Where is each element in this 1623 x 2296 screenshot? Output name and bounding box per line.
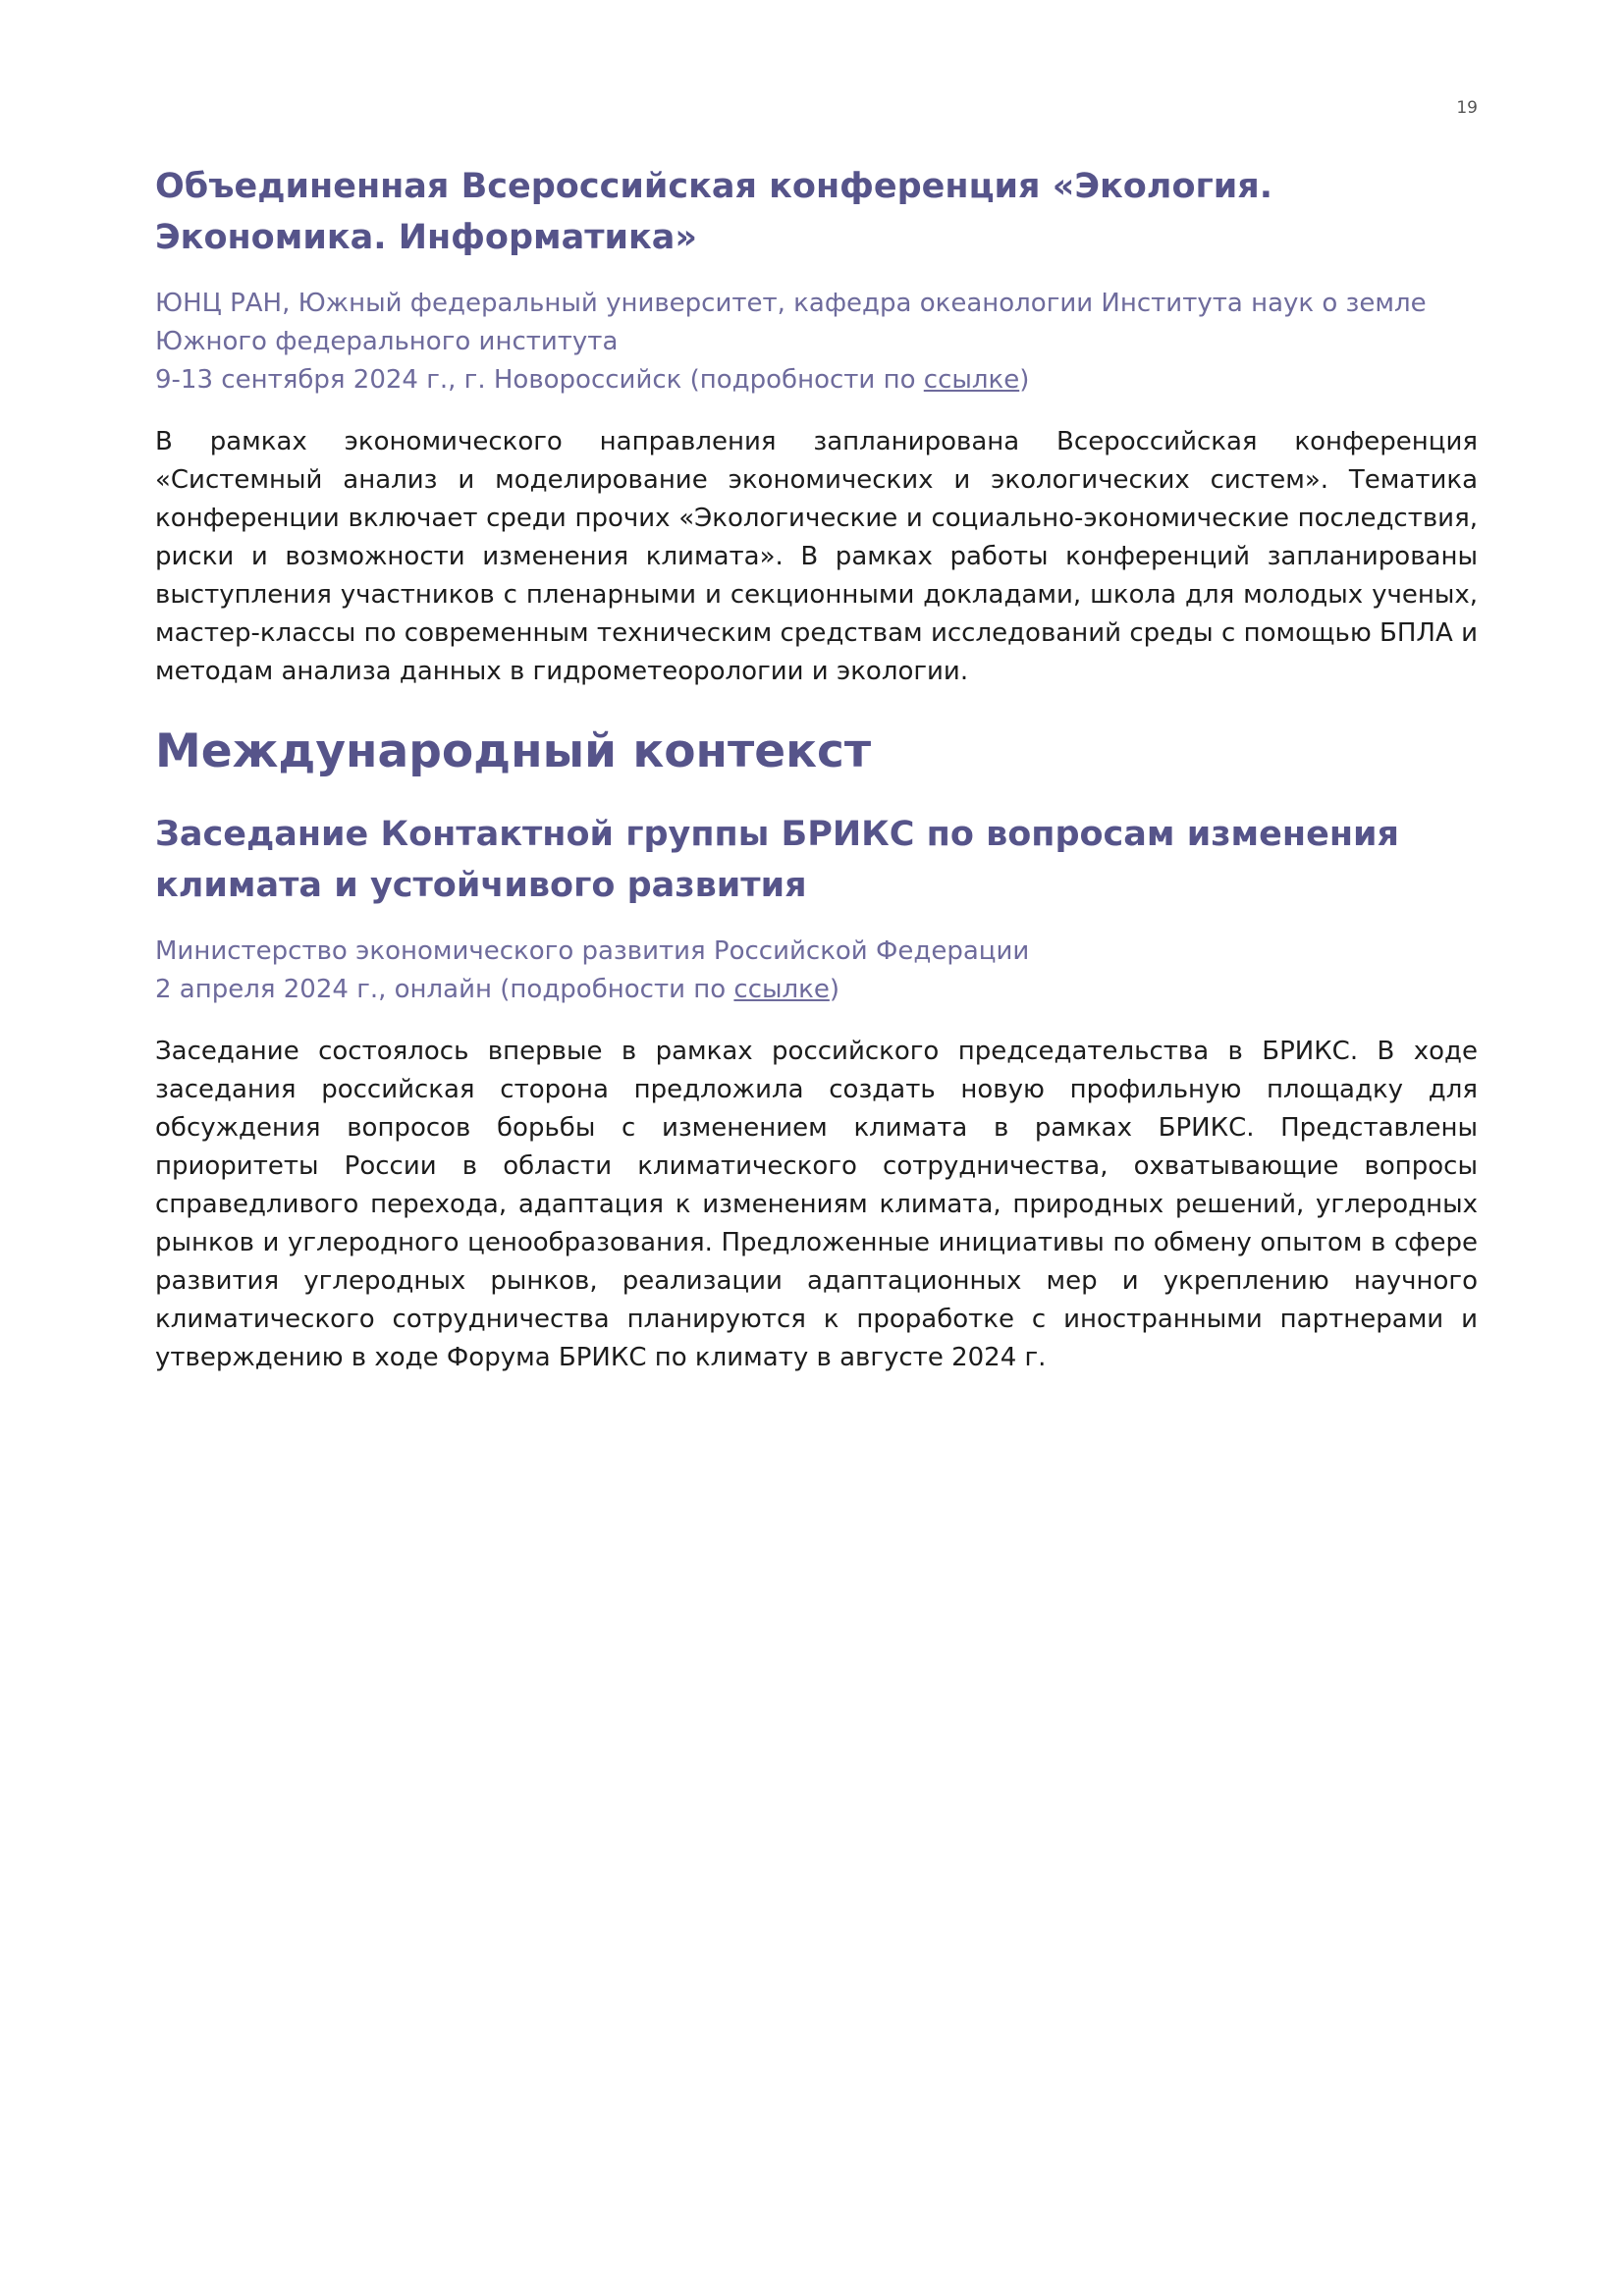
section-title: Объединенная Всероссийская конференция «Экология. Экономика. Информатика» xyxy=(155,167,1273,257)
date-location-text: 2 апреля 2024 г., онлайн (подробности по xyxy=(155,975,734,1004)
section-body xyxy=(155,423,1478,691)
date-location-end: ) xyxy=(829,975,840,1004)
section-body xyxy=(155,1033,1478,1377)
section-conference xyxy=(155,161,1478,691)
page-number: 19 xyxy=(1456,98,1478,118)
section-meta xyxy=(155,285,1478,400)
body-paragraph: В рамках экономического направления запланирована Всероссийская конференция «Системный анализ и моделирование экономических и экологических систем». Тематика конференции включает среди прочих «Экологические и социально-экономические последствия, риски и возможности изменения климата». В рамках работы конференций запланированы выступления участников с пленарными и секционными докладами, школа для молодых ученых, мастер-классы по современным техническим средствам исследований среды с помощью БПЛА и методам анализа данных в гидрометеорологии и экологии. xyxy=(155,427,1478,686)
body-paragraph: Заседание состоялось впервые в рамках российского председательства в БРИКС. В ходе заседания российская сторона предложила создать новую профильную площадку для обсуждения вопросов борьбы с изменением климата в рамках БРИКС. Представлены приоритеты России в области климатического сотрудничества, охватывающие вопросы справедливого перехода, адаптация к изменениям климата, природных решений, углеродных рынков и углеродного ценообразования. Предложенные инициативы по обмену опытом в сфере развития углеродных рынков, реализации адаптационных мер и укреплению научного климатического сотрудничества планируются к проработке с иностранными партнерами и утверждению в ходе Форума БРИКС по климату в августе 2024 г. xyxy=(155,1037,1478,1372)
main-heading: Международный контекст xyxy=(155,724,872,778)
date-location-text: 9-13 сентября 2024 г., г. Новороссийск (подробности по xyxy=(155,365,924,395)
date-location-end: ) xyxy=(1019,365,1030,395)
organizer: ЮНЦ РАН, Южный федеральный университет, кафедра океанологии Института наук о земле Южного федерального института xyxy=(155,289,1427,356)
details-link[interactable]: ссылке xyxy=(733,975,830,1004)
section-meta xyxy=(155,933,1478,1009)
date-location xyxy=(155,971,1478,1009)
details-link[interactable]: ссылке xyxy=(923,365,1020,395)
organizer: Министерство экономического развития Российской Федерации xyxy=(155,936,1030,966)
date-location xyxy=(155,361,1478,400)
section-brics xyxy=(155,809,1478,1377)
page-content xyxy=(155,161,1478,1377)
section-title: Заседание Контактной группы БРИКС по вопросам изменения климата и устойчивого развития xyxy=(155,815,1400,905)
